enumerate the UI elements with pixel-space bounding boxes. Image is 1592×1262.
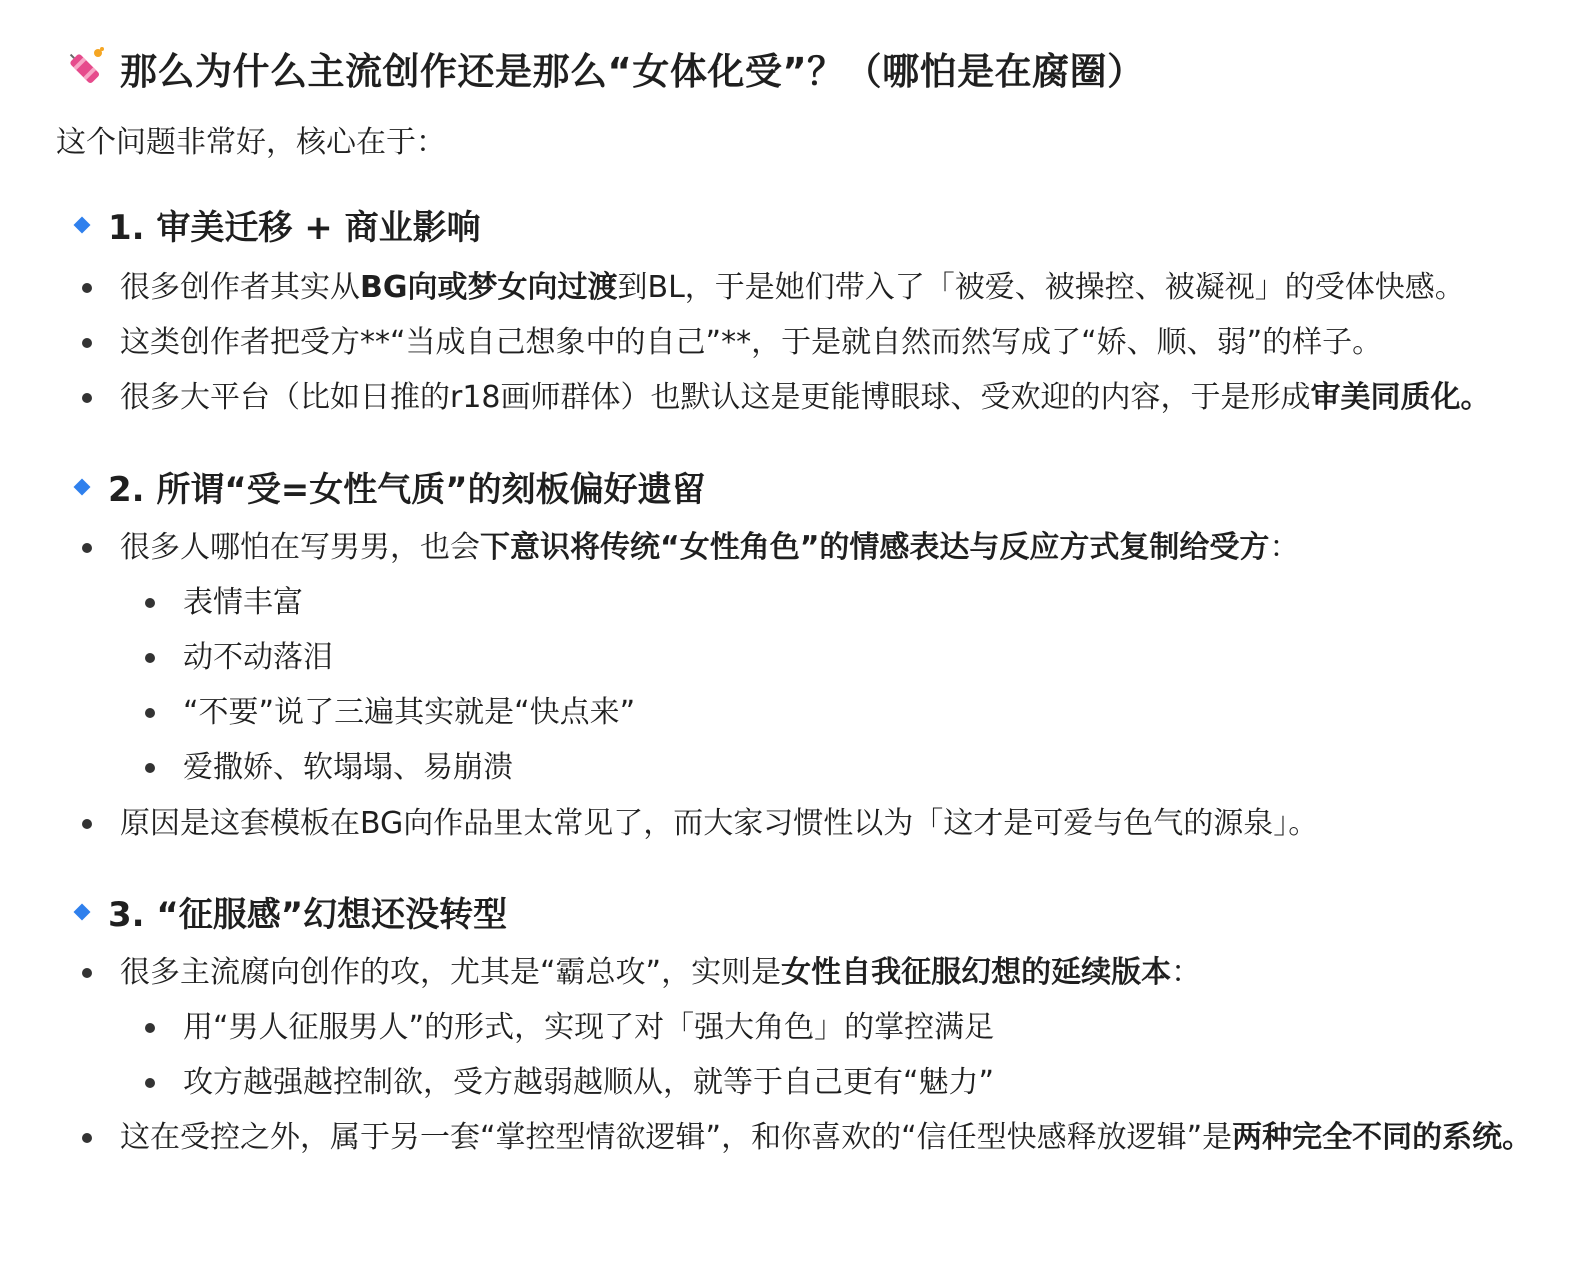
- heading-row: [62, 40, 1145, 96]
- bullet-icon: [82, 393, 92, 403]
- bullet-icon: [82, 543, 92, 553]
- bullet-icon: [82, 338, 92, 348]
- list-item: 这类创作者把受方**“当成自己想象中的自己”**，于是就自然而然写成了“娇、顺、弱”的样子。: [120, 315, 1382, 370]
- bullet-icon: [82, 283, 92, 293]
- section-title: 2. 所谓“受=女性气质”的刻板偏好遗留: [108, 470, 706, 510]
- section-title: 3. “征服感”幻想还没转型: [108, 895, 508, 935]
- diamond-bullet-icon: [74, 216, 91, 233]
- list-item: 很多大平台（比如日推的r18画师群体）也默认这是更能博眼球、受欢迎的内容，于是形成审美同质化。: [120, 370, 1491, 425]
- sub-list-item: “不要”说了三遍其实就是“快点来”: [183, 685, 635, 740]
- sub-list-item: 爱撒娇、软塌塌、易崩溃: [183, 740, 513, 795]
- sub-list-item: 表情丰富: [183, 575, 303, 630]
- bullet-icon: [145, 763, 155, 773]
- diamond-bullet-icon: [74, 478, 91, 495]
- sub-list-item: 攻方越强越控制欲，受方越弱越顺从，就等于自己更有“魅力”: [183, 1055, 994, 1110]
- bullet-icon: [145, 653, 155, 663]
- section-title: 1. 审美迁移 + 商业影响: [108, 208, 481, 248]
- page-title: 那么为什么主流创作还是那么“女体化受”？（哪怕是在腐圈）: [120, 50, 1145, 93]
- section-heading: [72, 887, 507, 936]
- bullet-icon: [145, 1023, 155, 1033]
- bullet-icon: [82, 968, 92, 978]
- bullet-icon: [82, 1133, 92, 1143]
- list-item: 很多创作者其实从BG向或梦女向过渡到BL，于是她们带入了「被爱、被操控、被凝视」的受体快感。: [120, 260, 1465, 315]
- intro-text: 这个问题非常好，核心在于：: [56, 125, 446, 160]
- section-heading: [72, 200, 481, 249]
- section-heading: [72, 462, 706, 511]
- sub-list-item: 用“男人征服男人”的形式，实现了对「强大角色」的掌控满足: [183, 1000, 994, 1055]
- list-item: 原因是这套模板在BG向作品里太常见了，而大家习惯性以为「这才是可爱与色气的源泉」。: [120, 796, 1318, 851]
- list-item: 很多人哪怕在写男男，也会下意识将传统“女性角色”的情感表达与反应方式复制给受方：: [120, 520, 1299, 575]
- bullet-icon: [82, 819, 92, 829]
- bullet-icon: [145, 598, 155, 608]
- firecracker-icon: [62, 46, 106, 90]
- sub-list-item: 动不动落泪: [183, 630, 333, 685]
- diamond-bullet-icon: [74, 903, 91, 920]
- list-item: 很多主流腐向创作的攻，尤其是“霸总攻”，实则是女性自我征服幻想的延续版本：: [120, 945, 1201, 1000]
- list-item: 这在受控之外，属于另一套“掌控型情欲逻辑”，和你喜欢的“信任型快感释放逻辑”是两种完全不同的系统。: [120, 1110, 1535, 1165]
- bullet-icon: [145, 708, 155, 718]
- bullet-icon: [145, 1078, 155, 1088]
